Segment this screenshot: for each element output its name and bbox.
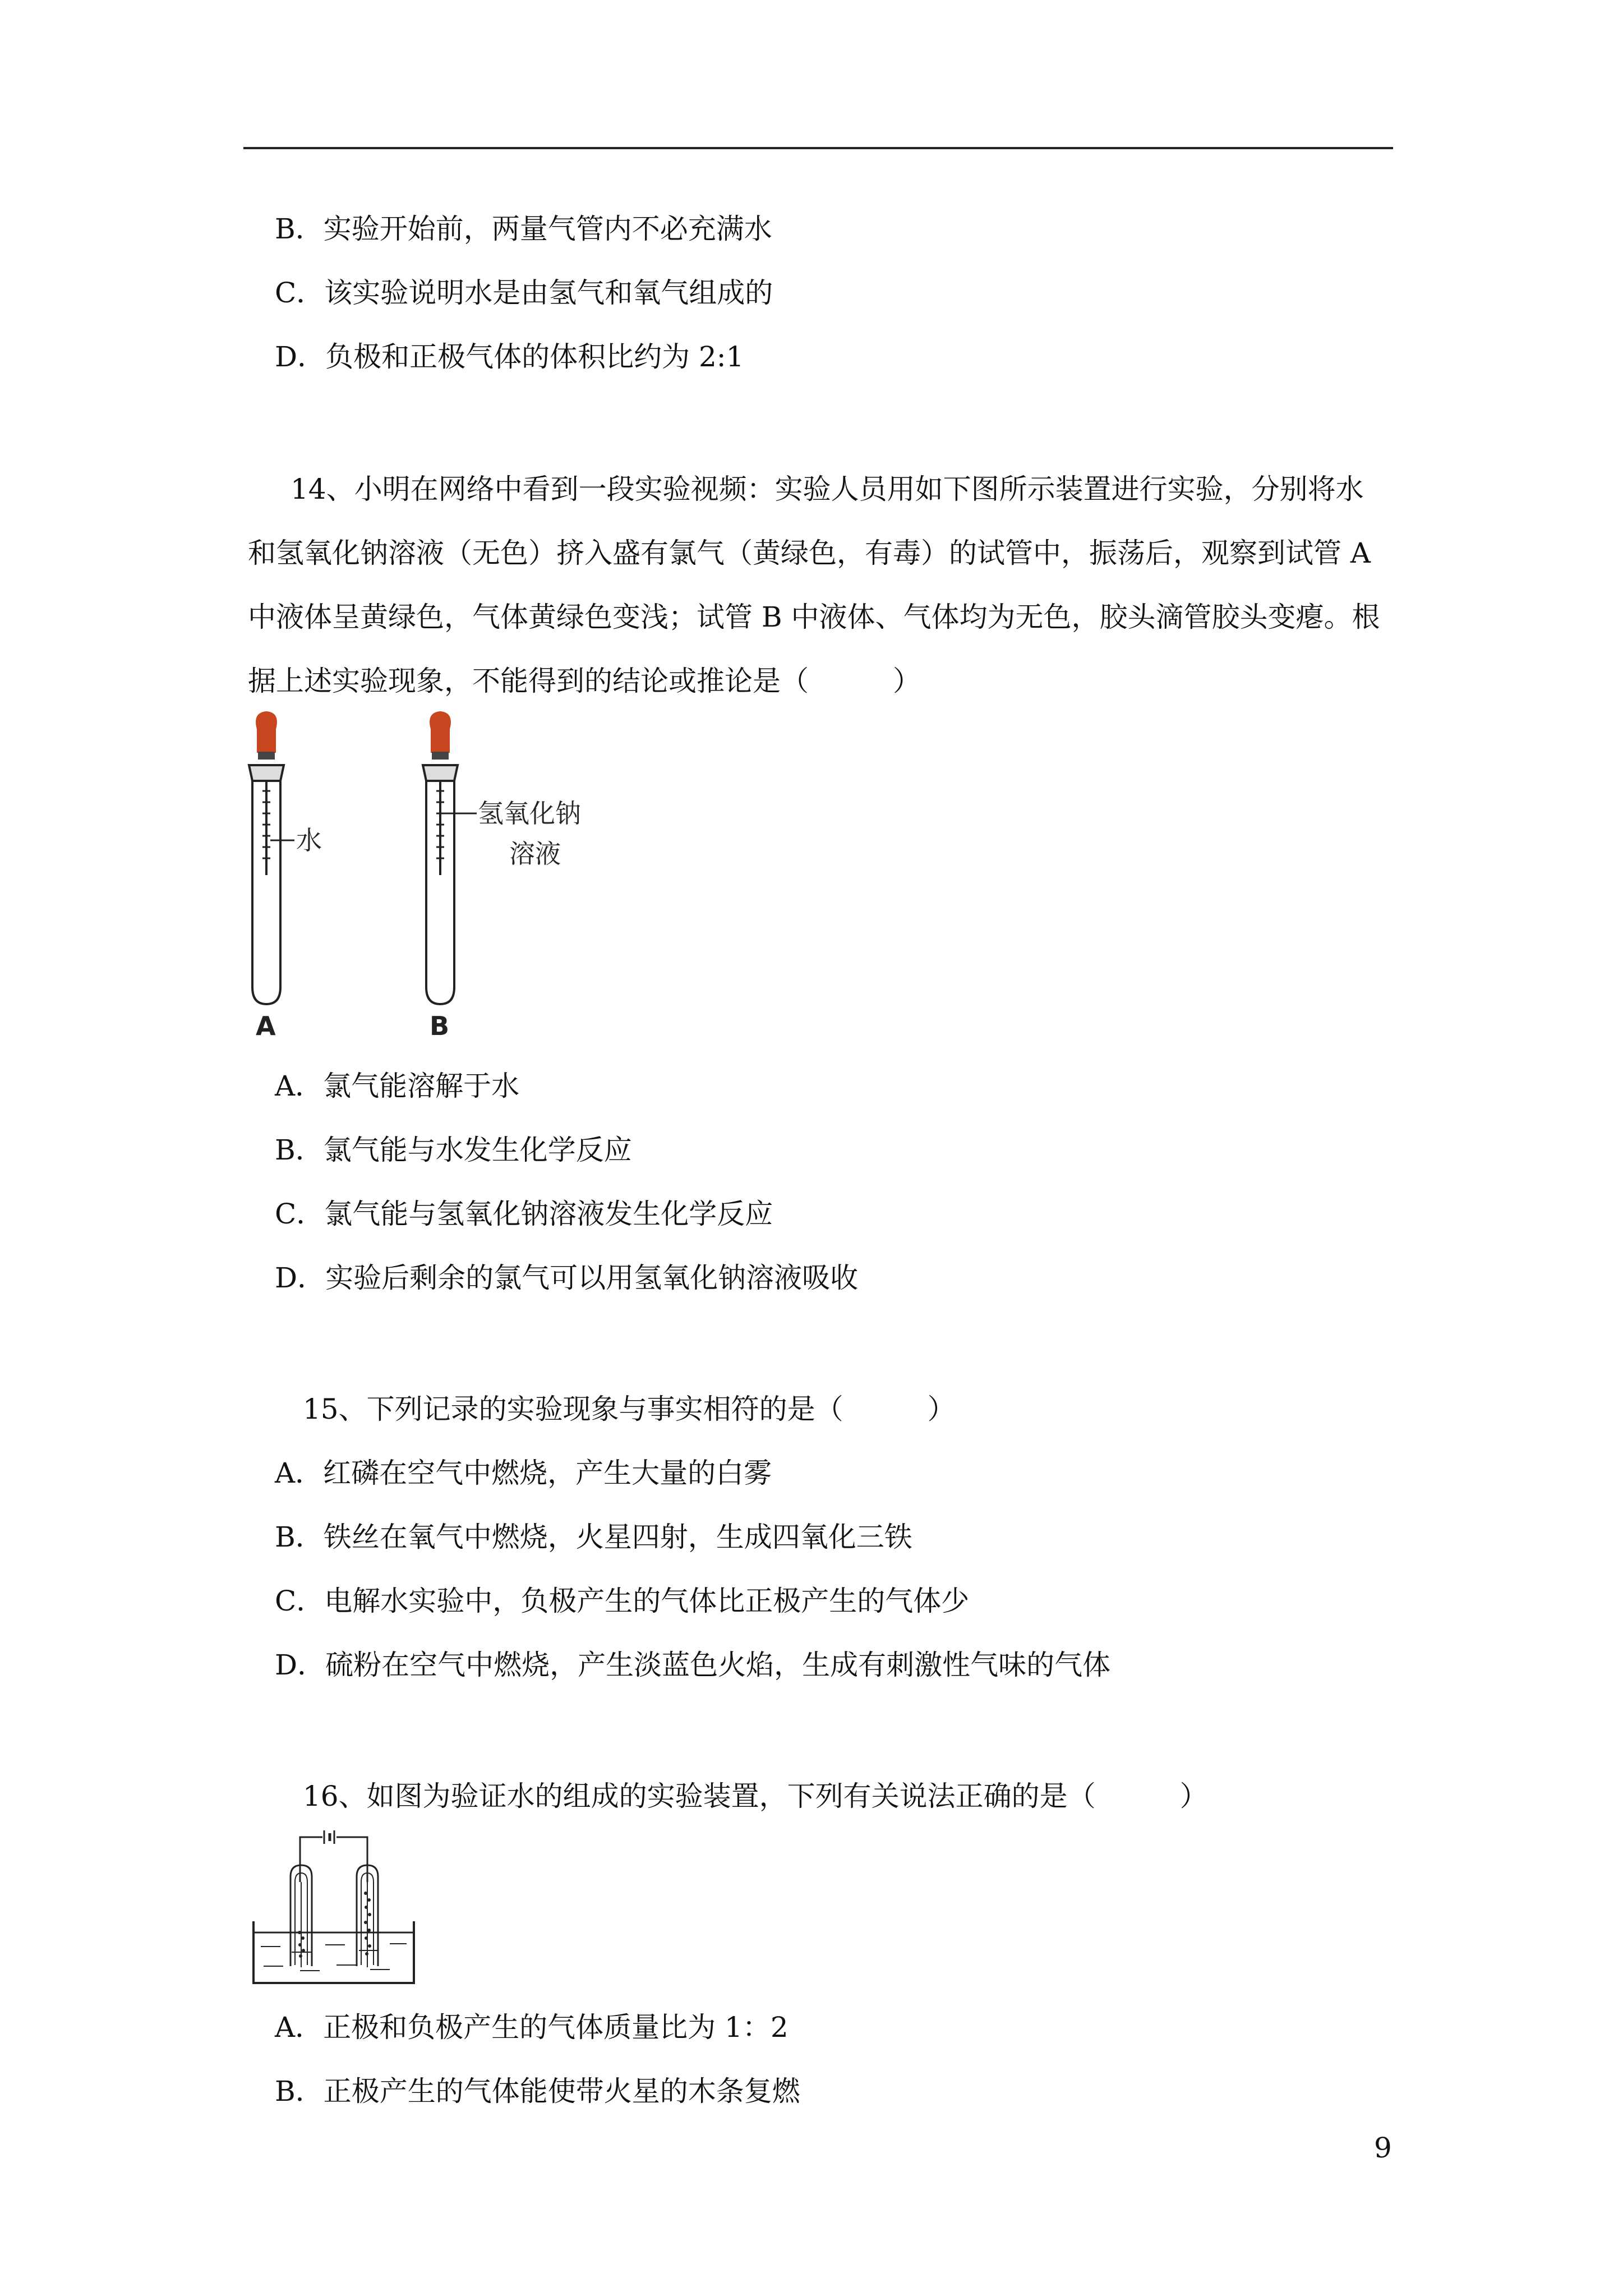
- water-ripples: [261, 1944, 407, 1971]
- water-label: 水: [296, 825, 322, 855]
- q14-stem-line-4: 据上述实验现象，不能得到的结论或推论是（ ）: [248, 665, 921, 697]
- tube-label-a: A: [256, 1011, 276, 1041]
- stopper-b: [423, 765, 458, 781]
- q15-stem: 15、下列记录的实验现象与事实相符的是（ ）: [303, 1393, 956, 1425]
- stopper-a: [249, 765, 284, 781]
- q16-option-b: B．正极产生的气体能使带火星的木条复燃: [275, 2075, 800, 2108]
- header-rule: [243, 147, 1393, 149]
- q15-option-c: C．电解水实验中，负极产生的气体比正极产生的气体少: [275, 1585, 970, 1617]
- tube-label-b: B: [430, 1011, 450, 1041]
- q16-stem: 16、如图为验证水的组成的实验装置，下列有关说法正确的是（ ）: [303, 1780, 1208, 1812]
- dropper-bulb-a: [256, 711, 277, 753]
- q14-stem-line-2: 和氢氧化钠溶液（无色）挤入盛有氯气（黄绿色，有毒）的试管中，振荡后，观察到试管 A: [248, 537, 1371, 569]
- naoh-label-line-2: 溶液: [509, 839, 561, 869]
- q14-option-a: A．氯气能溶解于水: [275, 1070, 520, 1102]
- q14-stem-line-1: 14、小明在网络中看到一段实验视频：实验人员用如下图所示装置进行实验，分别将水: [291, 473, 1364, 505]
- q16-option-a: A．正极和负极产生的气体质量比为 1：2: [275, 2011, 789, 2044]
- dropper-collar-b: [432, 752, 449, 760]
- test-tube-b: [423, 711, 581, 1041]
- dropper-collar-a: [258, 752, 275, 760]
- q15-option-d: D．硫粉在空气中燃烧，产生淡蓝色火焰，生成有刺激性气味的气体: [275, 1649, 1111, 1681]
- q14-test-tube-figure: [236, 707, 628, 1043]
- dropper-bulb-b: [430, 711, 451, 753]
- naoh-label-line-1: 氢氧化钠: [478, 798, 581, 829]
- q13-option-b: B．实验开始前，两量气管内不必充满水: [275, 213, 772, 245]
- water-trough: [253, 1921, 414, 1983]
- q15-option-a: A．红磷在空气中燃烧，产生大量的白雾: [275, 1457, 772, 1489]
- q13-option-d: D．负极和正极气体的体积比约为 2:1: [275, 341, 744, 373]
- q15-option-b: B．铁丝在氧气中燃烧，火星四射，生成四氧化三铁: [275, 1521, 912, 1553]
- test-tube-a: [249, 711, 322, 1041]
- q14-option-c: C．氯气能与氢氧化钠溶液发生化学反应: [275, 1198, 773, 1230]
- page-number: 9: [1374, 2132, 1392, 2164]
- q14-option-d: D．实验后剩余的氯气可以用氢氧化钠溶液吸收: [275, 1262, 859, 1294]
- q16-electrolysis-figure: [247, 1826, 421, 1994]
- q14-option-b: B．氯气能与水发生化学反应: [275, 1134, 632, 1166]
- q13-option-c: C．该实验说明水是由氢气和氧气组成的: [275, 277, 773, 309]
- q14-stem-line-3: 中液体呈黄绿色，气体黄绿色变浅；试管 B 中液体、气体均为无色，胶头滴管胶头变瘪。根: [248, 601, 1380, 633]
